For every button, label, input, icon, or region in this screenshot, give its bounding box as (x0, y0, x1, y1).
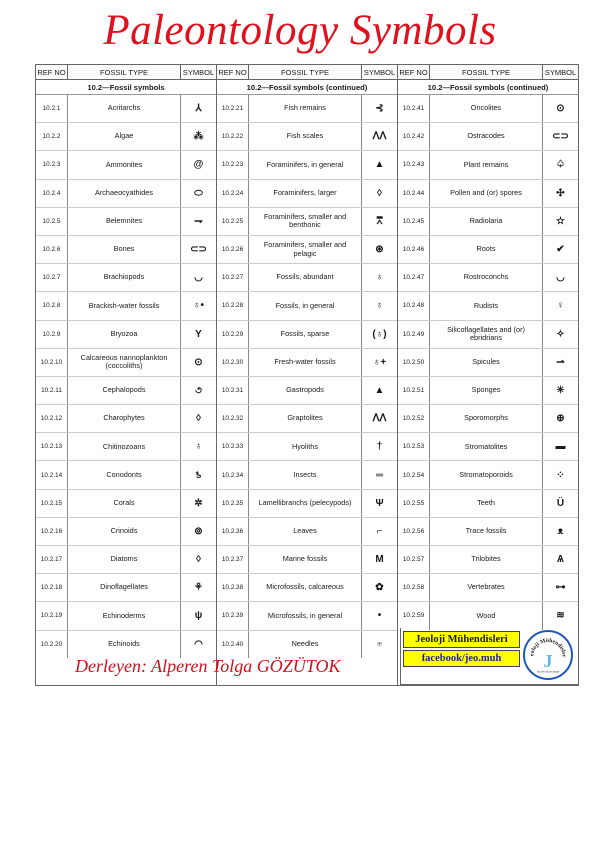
fossil-type-cell: Bones (68, 236, 181, 263)
fossil-type-cell: Microfossils, calcareous (249, 574, 362, 601)
fossil-type-cell: Microfossils, in general (249, 602, 362, 629)
table-row (217, 433, 397, 461)
ref-no-cell: 10.2.9 (36, 321, 68, 348)
ref-no-cell: 10.2.40 (217, 631, 249, 658)
table-row (36, 461, 216, 489)
fossil-symbol-icon: ✲ (194, 497, 203, 509)
ref-no-cell: 10.2.10 (36, 349, 68, 376)
fossil-type-cell: Foraminifers, smaller and pelagic (249, 236, 362, 263)
fossil-type-cell: Rudists (430, 292, 543, 319)
ref-no-cell: 10.2.44 (398, 180, 430, 207)
fossil-type-cell: Foraminifers, in general (249, 151, 362, 178)
fossil-type-cell: Chitinozoans (68, 433, 181, 460)
table-row (398, 321, 578, 349)
fossil-type-cell: Radiolaria (430, 208, 543, 235)
fossil-symbol-icon: ✔ (556, 244, 565, 256)
fossil-type-cell: Stromatoporoids (430, 461, 543, 488)
fossil-symbol-icon: ◡ (556, 272, 565, 284)
fossil-type-cell: Teeth (430, 490, 543, 517)
table-row (36, 349, 216, 377)
fossil-type-cell: Pollen and (or) spores (430, 180, 543, 207)
fossil-type-cell: Archaeocyathides (68, 180, 181, 207)
fossil-symbol-icon: ⅄ (195, 103, 202, 115)
section-subtitle: 10.2—Fossil symbols (36, 80, 216, 95)
fossil-type-cell: Spicules (430, 349, 543, 376)
table-row (217, 349, 397, 377)
compiler-credit: Derleyen: Alperen Tolga GÖZÜTOK (75, 656, 341, 676)
ref-no-cell: 10.2.27 (217, 264, 249, 291)
table-row (217, 602, 397, 630)
ref-no-cell: 10.2.31 (217, 377, 249, 404)
fossil-type-cell: Fossils, sparse (249, 321, 362, 348)
ref-no-cell: 10.2.59 (398, 602, 430, 629)
fossil-type-cell: Trilobites (430, 546, 543, 573)
fossil-symbol-icon: ♅ (375, 638, 384, 650)
ref-no-cell: 10.2.42 (398, 123, 430, 150)
ref-no-cell: 10.2.38 (217, 574, 249, 601)
fossil-type-cell: Roots (430, 236, 543, 263)
table-header (217, 65, 397, 80)
table-column (217, 65, 398, 685)
header-fossil-type: FOSSIL TYPE (249, 65, 362, 79)
table-row (398, 208, 578, 236)
table-row (398, 292, 578, 320)
table-row (217, 631, 397, 658)
fossil-type-cell: Diatoms (68, 546, 181, 573)
ref-no-cell: 10.2.8 (36, 292, 68, 319)
table-row (217, 461, 397, 489)
ref-no-cell: 10.2.7 (36, 264, 68, 291)
ref-no-cell: 10.2.47 (398, 264, 430, 291)
brand-logo-subtext: facebook/jeo.muh (536, 669, 560, 674)
table-row (36, 180, 216, 208)
fossil-type-cell: Hyoliths (249, 433, 362, 460)
fossil-symbol-icon: ⚘ (194, 582, 203, 594)
table-row (36, 546, 216, 574)
table-row (398, 377, 578, 405)
fossil-type-cell: Graptolites (249, 405, 362, 432)
fossil-symbol-icon: ✿ (375, 582, 384, 594)
ref-no-cell: 10.2.52 (398, 405, 430, 432)
fossil-symbol-icon: ⊕ (556, 413, 565, 425)
table-row (398, 518, 578, 546)
brand-facebook-link[interactable]: facebook/jeo.muh (403, 650, 520, 667)
ref-no-cell: 10.2.1 (36, 95, 68, 122)
table-row (217, 518, 397, 546)
ref-no-cell: 10.2.57 (398, 546, 430, 573)
fossil-type-cell: Lamellibranchs (pelecypods) (249, 490, 362, 517)
brand-logo-icon (525, 632, 571, 678)
ref-no-cell: 10.2.14 (36, 461, 68, 488)
fossil-symbol-icon: ⇁ (194, 215, 203, 227)
fossil-type-cell: Algae (68, 123, 181, 150)
fossil-type-cell: Plant remains (430, 151, 543, 178)
table-row (398, 180, 578, 208)
ref-no-cell: 10.2.15 (36, 490, 68, 517)
fossil-type-cell: Acritarchs (68, 95, 181, 122)
ref-no-cell: 10.2.3 (36, 151, 68, 178)
table-header (36, 65, 216, 80)
fossil-symbol-icon: ᐱᐱ (372, 413, 387, 425)
fossil-symbol-icon: ᐱᐱ (372, 131, 387, 143)
brand-logo-letter: J (543, 650, 553, 671)
ref-no-cell: 10.2.17 (36, 546, 68, 573)
fossil-type-cell: Gastropods (249, 377, 362, 404)
fossil-symbol-icon: ⩞ (376, 215, 383, 227)
ref-no-cell: 10.2.46 (398, 236, 430, 263)
fossil-symbol-icon: M (375, 554, 384, 566)
table-row (36, 377, 216, 405)
brand-panel (400, 628, 579, 685)
table-row (36, 95, 216, 123)
header-symbol: SYMBOL (182, 67, 215, 77)
page-title: Paleontology Symbols (103, 7, 497, 54)
fossil-symbol-icon: ♁• (192, 300, 204, 312)
fossil-type-cell: Needles (249, 631, 362, 658)
fossil-symbol-icon: † (376, 441, 383, 453)
ref-no-cell: 10.2.54 (398, 461, 430, 488)
ref-no-cell: 10.2.25 (217, 208, 249, 235)
fossil-symbol-icon: ♤ (556, 159, 565, 171)
table-row (217, 574, 397, 602)
fossil-symbol-icon: ♁+ (372, 356, 387, 368)
fossil-symbol-icon: ✣ (556, 187, 565, 199)
fossil-type-cell: Bryozoa (68, 321, 181, 348)
fossil-symbol-icon: Ψ (375, 497, 384, 509)
table-column (36, 65, 217, 685)
ref-no-cell: 10.2.50 (398, 349, 430, 376)
fossil-symbol-icon: @ (193, 159, 204, 171)
fossil-type-cell: Calcareous nannoplankton (coccoliths) (68, 349, 181, 376)
table-row (398, 490, 578, 518)
table-row (398, 236, 578, 264)
fossil-symbol-icon: ═ (375, 469, 384, 481)
fossil-symbol-icon: ◊ (196, 554, 201, 566)
fossil-symbol-icon: ≋ (556, 610, 565, 622)
table-row (36, 602, 216, 630)
ref-no-cell: 10.2.22 (217, 123, 249, 150)
ref-no-cell: 10.2.49 (398, 321, 430, 348)
fossil-type-cell: Foraminifers, larger (249, 180, 362, 207)
table-row (398, 546, 578, 574)
fossil-symbol-icon: ૭ (195, 384, 202, 396)
fossil-symbol-icon: ⊙ (194, 356, 203, 368)
fossil-type-cell: Fish scales (249, 123, 362, 150)
fossil-type-cell: Brackish-water fossils (68, 292, 181, 319)
fossil-type-cell: Corals (68, 490, 181, 517)
table-row (36, 631, 216, 658)
fossil-type-cell: Fresh-water fossils (249, 349, 362, 376)
fossil-symbol-icon: ⊶ (555, 582, 566, 594)
fossil-symbol-icon: ⇀ (556, 356, 565, 368)
ref-no-cell: 10.2.53 (398, 433, 430, 460)
fossil-symbol-icon: ƾ (195, 469, 202, 481)
ref-no-cell: 10.2.2 (36, 123, 68, 150)
fossil-symbol-table (35, 64, 579, 686)
fossil-type-cell: Cephalopods (68, 377, 181, 404)
table-row (217, 95, 397, 123)
fossil-symbol-icon: ▲ (374, 384, 385, 396)
table-row (217, 490, 397, 518)
fossil-symbol-icon: ⬭ (194, 187, 203, 199)
table-row (217, 236, 397, 264)
table-row (36, 574, 216, 602)
fossil-type-cell: Brachiopods (68, 264, 181, 291)
ref-no-cell: 10.2.43 (398, 151, 430, 178)
fossil-symbol-icon: ◠ (194, 638, 203, 650)
fossil-type-cell: Sponges (430, 377, 543, 404)
fossil-type-cell: Fish remains (249, 95, 362, 122)
ref-no-cell: 10.2.20 (36, 631, 68, 658)
ref-no-cell: 10.2.11 (36, 377, 68, 404)
fossil-symbol-icon: ◡ (194, 272, 203, 284)
table-row (217, 264, 397, 292)
fossil-symbol-icon: (♁) (372, 328, 387, 340)
header-ref-no: REF NO (398, 65, 430, 79)
ref-no-cell: 10.2.36 (217, 518, 249, 545)
table-row (217, 180, 397, 208)
fossil-symbol-icon: ▬ (555, 441, 566, 453)
fossil-type-cell: Rostroconchs (430, 264, 543, 291)
fossil-symbol-icon: ᴥ (557, 525, 564, 537)
table-row (36, 518, 216, 546)
fossil-symbol-icon: ♁ (375, 300, 384, 312)
ref-no-cell: 10.2.55 (398, 490, 430, 517)
fossil-symbol-icon: ⁘ (556, 469, 565, 481)
table-row (217, 405, 397, 433)
ref-no-cell: 10.2.26 (217, 236, 249, 263)
fossil-type-cell: Foraminifers, smaller and benthonic (249, 208, 362, 235)
ref-no-cell: 10.2.12 (36, 405, 68, 432)
header-symbol: SYMBOL (544, 67, 577, 77)
ref-no-cell: 10.2.58 (398, 574, 430, 601)
fossil-type-cell: Ostracodes (430, 123, 543, 150)
ref-no-cell: 10.2.4 (36, 180, 68, 207)
fossil-type-cell: Leaves (249, 518, 362, 545)
table-row (36, 264, 216, 292)
fossil-symbol-icon: ✧ (556, 328, 565, 340)
ref-no-cell: 10.2.13 (36, 433, 68, 460)
section-subtitle: 10.2—Fossil symbols (continued) (217, 80, 397, 95)
brand-logo-arc-text: eoloji Mühendisler (529, 638, 567, 658)
fossil-type-cell: Crinoids (68, 518, 181, 545)
section-subtitle: 10.2—Fossil symbols (continued) (398, 80, 578, 95)
fossil-symbol-icon: ⊰ (375, 103, 384, 115)
table-row (36, 292, 216, 320)
fossil-symbol-icon: ⊂⊃ (190, 244, 207, 256)
table-row (217, 123, 397, 151)
fossil-symbol-icon: ♁ (375, 272, 384, 284)
fossil-symbol-icon: Ü (556, 497, 565, 509)
header-ref-no: REF NO (36, 65, 68, 79)
ref-no-cell: 10.2.48 (398, 292, 430, 319)
ref-no-cell: 10.2.21 (217, 95, 249, 122)
table-row (398, 123, 578, 151)
table-row (398, 405, 578, 433)
ref-no-cell: 10.2.32 (217, 405, 249, 432)
brand-name: Jeoloji Mühendisleri (403, 631, 520, 648)
ref-no-cell: 10.2.16 (36, 518, 68, 545)
ref-no-cell: 10.2.30 (217, 349, 249, 376)
table-row (398, 433, 578, 461)
table-row (36, 236, 216, 264)
fossil-type-cell: Echinoderms (68, 602, 181, 629)
table-row (217, 377, 397, 405)
fossil-type-cell: Silicoflagellates and (or) ebridrians (430, 321, 543, 348)
table-row (36, 490, 216, 518)
ref-no-cell: 10.2.39 (217, 602, 249, 629)
fossil-type-cell: Insects (249, 461, 362, 488)
fossil-type-cell: Fossils, abundant (249, 264, 362, 291)
ref-no-cell: 10.2.45 (398, 208, 430, 235)
fossil-symbol-icon: Ѧ (557, 554, 564, 566)
table-row (217, 208, 397, 236)
fossil-symbol-icon: ψ (194, 610, 203, 622)
fossil-type-cell: Wood (430, 602, 543, 629)
fossil-symbol-icon: ◊ (196, 413, 201, 425)
ref-no-cell: 10.2.37 (217, 546, 249, 573)
ref-no-cell: 10.2.35 (217, 490, 249, 517)
table-row (217, 546, 397, 574)
fossil-symbol-icon: ♀ (556, 300, 565, 312)
ref-no-cell: 10.2.34 (217, 461, 249, 488)
table-row (217, 292, 397, 320)
fossil-symbol-icon: ⊙ (556, 103, 565, 115)
fossil-symbol-icon: Y (195, 328, 202, 340)
fossil-type-cell: Oncolites (430, 95, 543, 122)
ref-no-cell: 10.2.18 (36, 574, 68, 601)
header-fossil-type: FOSSIL TYPE (430, 65, 543, 79)
fossil-symbol-icon: ⊛ (375, 244, 384, 256)
table-row (398, 151, 578, 179)
fossil-symbol-icon: • (377, 610, 382, 622)
table-row (36, 405, 216, 433)
fossil-type-cell: Belemnites (68, 208, 181, 235)
fossil-symbol-icon: ◊ (377, 187, 382, 199)
fossil-symbol-icon: ⁂ (193, 131, 204, 143)
header-ref-no: REF NO (217, 65, 249, 79)
table-row (36, 321, 216, 349)
fossil-type-cell: Dinoflagellates (68, 574, 181, 601)
table-header (398, 65, 578, 80)
ref-no-cell: 10.2.19 (36, 602, 68, 629)
header-symbol: SYMBOL (363, 67, 396, 77)
fossil-type-cell: Ammonites (68, 151, 181, 178)
header-fossil-type: FOSSIL TYPE (68, 65, 181, 79)
table-row (398, 602, 578, 629)
ref-no-cell: 10.2.41 (398, 95, 430, 122)
fossil-type-cell: Vertebrates (430, 574, 543, 601)
table-row (398, 349, 578, 377)
fossil-type-cell: Trace fossils (430, 518, 543, 545)
fossil-type-cell: Marine fossils (249, 546, 362, 573)
table-row (398, 95, 578, 123)
fossil-symbol-icon: ▲ (374, 159, 385, 171)
fossil-type-cell: Echinoids (68, 631, 181, 658)
table-row (398, 461, 578, 489)
ref-no-cell: 10.2.33 (217, 433, 249, 460)
brand-logo (523, 630, 573, 680)
ref-no-cell: 10.2.51 (398, 377, 430, 404)
table-row (36, 433, 216, 461)
fossil-type-cell: Conodonts (68, 461, 181, 488)
ref-no-cell: 10.2.29 (217, 321, 249, 348)
ref-no-cell: 10.2.23 (217, 151, 249, 178)
table-row (217, 151, 397, 179)
table-row (398, 264, 578, 292)
ref-no-cell: 10.2.5 (36, 208, 68, 235)
table-row (36, 123, 216, 151)
table-row (36, 151, 216, 179)
fossil-symbol-icon: ♁ (194, 441, 203, 453)
fossil-type-cell: Charophytes (68, 405, 181, 432)
ref-no-cell: 10.2.56 (398, 518, 430, 545)
table-row (398, 574, 578, 602)
ref-no-cell: 10.2.6 (36, 236, 68, 263)
table-row (217, 321, 397, 349)
table-row (36, 208, 216, 236)
ref-no-cell: 10.2.28 (217, 292, 249, 319)
fossil-symbol-icon: ✳ (556, 384, 565, 396)
fossil-type-cell: Fossils, in general (249, 292, 362, 319)
fossil-symbol-icon: ⊚ (194, 525, 203, 537)
fossil-symbol-icon: ✫ (556, 215, 565, 227)
ref-no-cell: 10.2.24 (217, 180, 249, 207)
fossil-symbol-icon: ⌐ (376, 525, 383, 537)
fossil-type-cell: Stromatolites (430, 433, 543, 460)
fossil-type-cell: Sporomorphs (430, 405, 543, 432)
table-column (398, 65, 578, 685)
fossil-symbol-icon: ⊂⊃ (552, 131, 569, 143)
